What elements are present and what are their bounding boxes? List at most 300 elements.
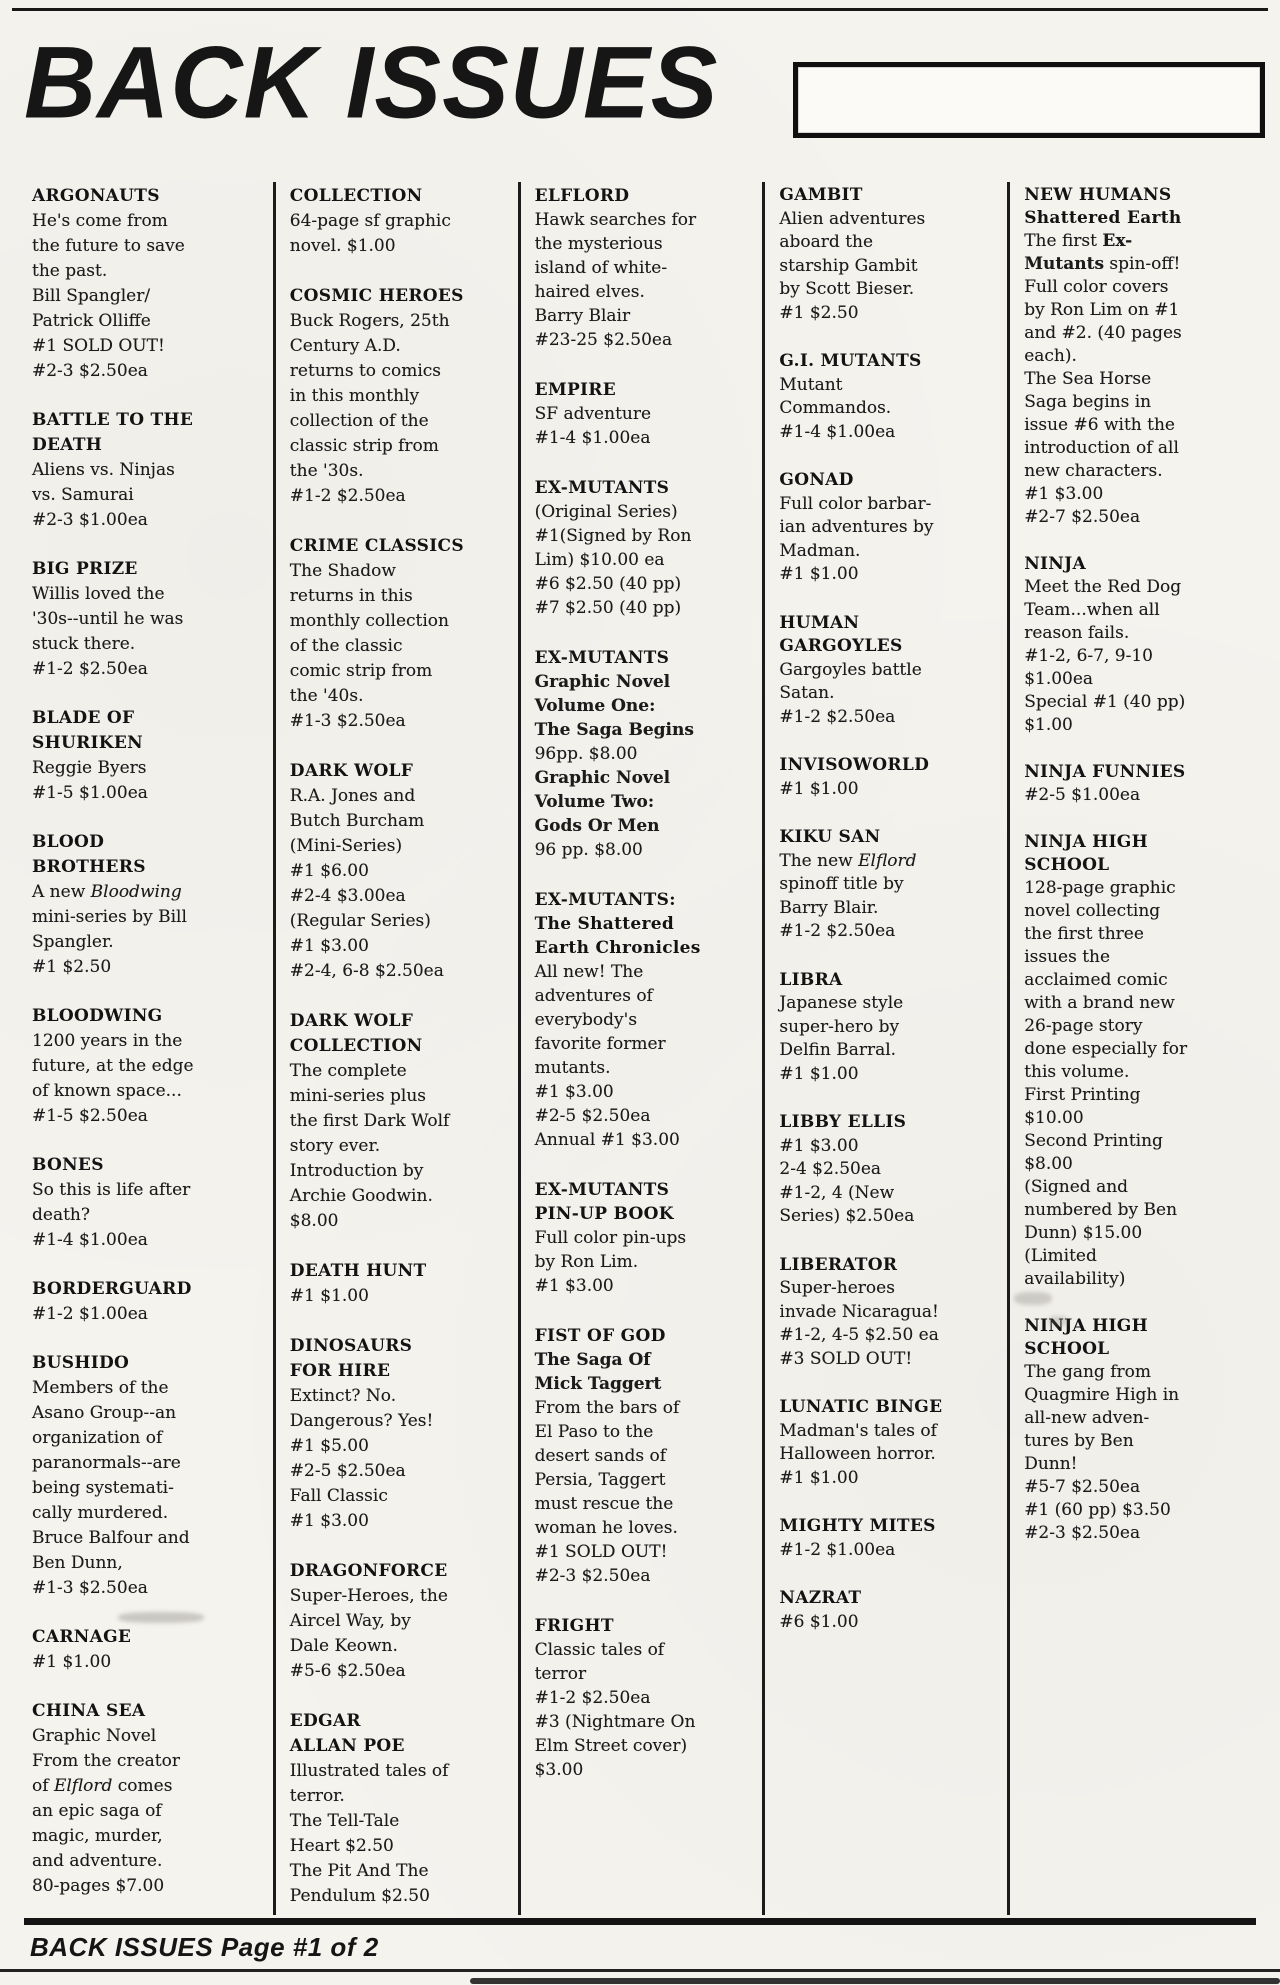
entry-line: Second Printing — [1024, 1131, 1163, 1151]
entry-line: #1-2 $2.50ea — [289, 486, 406, 506]
entry-line: #1-2 $2.50ea — [779, 921, 896, 941]
entry-line: Dangerous? Yes! — [289, 1411, 434, 1431]
entry-line: issue #6 with the — [1024, 415, 1175, 435]
entry-line: $1.00 — [1024, 715, 1073, 735]
entry-line: (Original Series) — [534, 502, 678, 522]
entry-line: Elm Street cover) — [534, 1736, 688, 1756]
entry-title: EDGAR — [289, 1711, 361, 1731]
catalog-entry — [535, 1178, 755, 1298]
entry-line: '30s--until he was — [32, 609, 184, 629]
entry-line: comic strip from — [289, 661, 433, 681]
entry-line: Century A.D. — [289, 336, 401, 356]
entry-title: EMPIRE — [534, 380, 616, 400]
entry-line: 26-page story — [1024, 1016, 1143, 1036]
entry-line: novel. $1.00 — [289, 236, 396, 256]
entry-line: #3 SOLD OUT! — [779, 1348, 913, 1369]
entry-title: GONAD — [779, 470, 854, 490]
catalog-entry — [779, 184, 999, 325]
entry-line: Quagmire High in — [1024, 1385, 1180, 1405]
entry-line: #1-4 $1.00ea — [32, 1230, 148, 1250]
entry-line: 96pp. $8.00 — [534, 744, 638, 764]
entry-line: #1 $3.00 — [534, 1276, 614, 1296]
entry-title: KIKU SAN — [779, 827, 881, 847]
entry-line: Butch Burcham — [289, 811, 425, 831]
entry-line: Gods Or Men — [534, 816, 660, 836]
entry-line: Gargoyles battle — [779, 659, 922, 680]
catalog-entry — [32, 184, 265, 384]
listing-column-2 — [273, 182, 518, 1915]
entry-title: DINOSAURS — [289, 1336, 413, 1356]
entry-line: #1-2 $2.50ea — [779, 706, 896, 727]
entry-title: SHURIKEN — [32, 733, 143, 753]
entry-line: $1.00ea — [1024, 669, 1094, 689]
entry-title: DARK WOLF — [289, 1011, 414, 1031]
scan-smudge — [118, 1612, 204, 1623]
entry-line: #2-4, 6-8 $2.50ea — [289, 961, 444, 981]
catalog-entry — [779, 1111, 999, 1229]
entry-title: BATTLE TO THE — [32, 410, 194, 430]
listing-column-5 — [1007, 182, 1252, 1915]
entry-line: From the bars of — [534, 1398, 680, 1418]
entry-line: #1 (60 pp) $3.50 — [1024, 1500, 1171, 1520]
entry-line: #1-2, 4-5 $2.50 ea — [779, 1325, 939, 1345]
entry-title: LIBERATOR — [779, 1254, 898, 1275]
entry-title: NEW HUMANS — [1024, 185, 1172, 205]
catalog-entry — [1024, 553, 1244, 737]
entry-line: starship Gambit — [779, 255, 918, 276]
entry-line: mini-series plus — [289, 1086, 427, 1106]
entry-line: #1-2 $1.00ea — [779, 1539, 896, 1560]
entry-line: #2-3 $1.00ea — [32, 510, 148, 530]
catalog-entry — [779, 612, 999, 730]
entry-title: CRIME CLASSICS — [289, 536, 464, 556]
entry-line: #1 $3.00 — [289, 936, 369, 956]
entry-line: #5-6 $2.50ea — [289, 1661, 406, 1681]
entry-line: favorite former — [534, 1034, 666, 1054]
entry-line: #1 SOLD OUT! — [32, 336, 165, 356]
entry-line: this volume. — [1024, 1062, 1130, 1082]
entry-title: MIGHTY MITES — [779, 1516, 936, 1536]
entry-line: #1 $3.00 — [289, 1511, 369, 1531]
entry-line: Special #1 (40 pp) — [1024, 692, 1186, 712]
entry-line: the future to save — [32, 236, 185, 256]
entry-line: #1 $3.00 — [779, 1135, 859, 1156]
entry-line: Asano Group--an — [32, 1403, 177, 1423]
catalog-entry — [779, 969, 999, 1087]
entry-line: #2-3 $2.50ea — [534, 1566, 651, 1586]
catalog-entry — [779, 469, 999, 587]
entry-line: Super-heroes — [779, 1278, 895, 1298]
entry-line: He's come from — [32, 211, 168, 231]
entry-line: Heart $2.50 — [289, 1836, 394, 1856]
entry-line: cally murdered. — [32, 1503, 169, 1523]
entry-line: #5-7 $2.50ea — [1024, 1477, 1141, 1497]
entry-title: FIST OF GOD — [534, 1326, 666, 1346]
entry-line: of the classic — [289, 636, 403, 656]
entry-title: HUMAN — [779, 612, 860, 633]
entry-line: future, at the edge — [32, 1056, 194, 1076]
entry-line: all-new adven- — [1024, 1408, 1150, 1428]
entry-line: Team...when all — [1024, 600, 1160, 620]
entry-line: SF adventure — [534, 404, 652, 424]
entry-line: Extinct? No. — [289, 1386, 397, 1406]
entry-line: with a brand new — [1024, 993, 1175, 1013]
entry-line: Barry Blair — [534, 306, 631, 326]
entry-line: by Ron Lim on #1 — [1024, 300, 1180, 320]
entry-line: vs. Samurai — [32, 485, 134, 505]
entry-title: ALLAN POE — [289, 1736, 405, 1756]
entry-line: mini-series by Bill — [32, 907, 187, 927]
entry-line: The gang from — [1024, 1362, 1151, 1382]
entry-line: #1-2 $1.00ea — [32, 1304, 148, 1324]
entry-line: Dunn) $15.00 — [1024, 1223, 1143, 1243]
entry-line: invade Nicaragua! — [779, 1301, 939, 1322]
entry-line: Reggie Byers — [32, 758, 147, 778]
entry-title: EX-MUTANTS: — [534, 890, 676, 910]
entry-line: So this is life after — [32, 1180, 191, 1200]
entry-title: EX-MUTANTS — [534, 648, 670, 668]
entry-line: mutants. — [534, 1058, 611, 1078]
entry-title: FOR HIRE — [289, 1361, 391, 1381]
entry-line: The complete — [289, 1061, 407, 1081]
listing-column-4 — [762, 182, 1007, 1915]
catalog-entry — [1024, 761, 1244, 807]
entry-line: #1-5 $1.00ea — [32, 783, 148, 803]
entry-line: #1-4 $1.00ea — [779, 421, 896, 442]
entry-line: The first Ex- — [1024, 231, 1133, 251]
entry-line: Illustrated tales of — [289, 1761, 449, 1781]
entry-line: (Regular Series) — [289, 911, 431, 931]
entry-line: Patrick Olliffe — [32, 311, 151, 331]
entry-title: SCHOOL — [1024, 855, 1110, 875]
entry-line: adventures of — [534, 986, 653, 1006]
entry-line: island of white- — [534, 258, 668, 278]
catalog-entry — [1024, 184, 1244, 529]
entry-title: CARNAGE — [32, 1627, 132, 1647]
entry-title: EX-MUTANTS — [534, 1180, 670, 1200]
entry-line: El Paso to the — [534, 1422, 654, 1442]
entry-line: introduction of all — [1024, 438, 1179, 458]
page-top-rule — [12, 8, 1268, 11]
entry-line: Spangler. — [32, 932, 114, 952]
entry-line: the '40s. — [289, 686, 364, 706]
entry-line: Volume One: — [534, 696, 656, 716]
entry-title: BROTHERS — [32, 857, 146, 877]
entry-line: acclaimed comic — [1024, 970, 1168, 990]
entry-title: NINJA FUNNIES — [1024, 762, 1186, 782]
catalog-entry — [779, 1396, 999, 1490]
entry-line: #1-2 $2.50ea — [32, 659, 148, 679]
entry-title: DEATH HUNT — [289, 1261, 427, 1281]
listing-column-1 — [28, 182, 273, 1915]
entry-line: Buck Rogers, 25th — [289, 311, 450, 331]
entry-title: BLOOD — [32, 832, 105, 852]
entry-line: Alien adventures — [779, 208, 926, 229]
entry-line: collection of the — [289, 411, 429, 431]
entry-line: #2-5 $2.50ea — [534, 1106, 651, 1126]
entry-title: EX-MUTANTS — [534, 478, 670, 498]
entry-line: Members of the — [32, 1378, 169, 1398]
entry-line: Graphic Novel — [534, 768, 671, 788]
entry-line: issues the — [1024, 947, 1111, 967]
entry-line: R.A. Jones and — [289, 786, 416, 806]
catalog-entry — [535, 1324, 755, 1588]
entry-title: COSMIC HEROES — [289, 286, 464, 306]
entry-line: reason fails. — [1024, 623, 1130, 643]
entry-line: From the creator — [32, 1751, 180, 1771]
entry-title: NINJA — [1024, 554, 1086, 574]
entry-line: #1 SOLD OUT! — [534, 1542, 668, 1562]
entry-line: desert sands of — [534, 1446, 667, 1466]
catalog-entry — [535, 646, 755, 862]
entry-line: Dale Keown. — [289, 1636, 398, 1656]
entry-line: All new! The — [534, 962, 644, 982]
catalog-entry — [779, 1254, 999, 1372]
entry-line: #2-3 $2.50ea — [1024, 1523, 1141, 1543]
entry-line: Ben Dunn, — [32, 1553, 123, 1573]
entry-line: in this monthly — [289, 386, 420, 406]
entry-line: by Ron Lim. — [534, 1252, 639, 1272]
entry-line: #1 $3.00 — [1024, 484, 1104, 504]
catalog-entry — [779, 754, 999, 801]
entry-line: The Shadow — [289, 561, 396, 581]
entry-line: #1-3 $2.50ea — [289, 711, 406, 731]
catalog-entry — [290, 1009, 510, 1234]
catalog-entry — [32, 557, 265, 682]
entry-line: $3.00 — [534, 1760, 584, 1780]
entry-line: the '30s. — [289, 461, 364, 481]
entry-line: and adventure. — [32, 1851, 163, 1871]
entry-title: SCHOOL — [1024, 1339, 1110, 1359]
entry-line: returns to comics — [289, 361, 441, 381]
page-title: BACK ISSUES — [24, 25, 719, 141]
catalog-entry — [535, 1614, 755, 1782]
entry-line: Classic tales of — [534, 1640, 665, 1660]
entry-line: (Signed and — [1024, 1177, 1129, 1197]
catalog-entry — [290, 534, 510, 734]
entry-title: The Shattered — [534, 914, 675, 934]
entry-line: First Printing — [1024, 1085, 1141, 1105]
entry-line: Annual #1 $3.00 — [534, 1130, 680, 1150]
entry-line: Archie Goodwin. — [289, 1186, 433, 1206]
entry-title: BONES — [32, 1155, 104, 1175]
entry-line: Full color barbar- — [779, 493, 932, 514]
catalog-entry — [779, 1587, 999, 1634]
entry-line: #1-2, 6-7, 9-10 — [1024, 646, 1153, 666]
entry-title: FRIGHT — [534, 1616, 614, 1636]
catalog-entry — [290, 759, 510, 984]
entry-line: #1 $1.00 — [779, 1063, 859, 1084]
entry-line: story ever. — [289, 1136, 381, 1156]
entry-line: Satan. — [779, 683, 835, 703]
entry-line: aboard the — [779, 232, 874, 252]
entry-line: each). — [1024, 346, 1077, 366]
entry-line: 96 pp. $8.00 — [534, 840, 643, 860]
footer-rule — [24, 1918, 1256, 1925]
entry-line: and #2. (40 pages — [1024, 323, 1182, 343]
entry-line: Bill Spangler/ — [32, 286, 151, 306]
entry-line: The Saga Of — [534, 1350, 651, 1370]
entry-title: PIN-UP BOOK — [534, 1204, 674, 1224]
entry-line: #1 $1.00 — [779, 1467, 859, 1488]
listing-columns — [28, 182, 1252, 1915]
bottom-rule — [0, 1969, 1280, 1972]
entry-line: #2-7 $2.50ea — [1024, 507, 1141, 527]
entry-title: NAZRAT — [779, 1588, 862, 1608]
entry-line: $8.00 — [1024, 1154, 1073, 1174]
entry-line: Saga begins in — [1024, 392, 1152, 412]
entry-line: Mutants spin-off! — [1024, 254, 1181, 274]
catalog-entry — [779, 350, 999, 444]
entry-line: 2-4 $2.50ea — [779, 1159, 882, 1179]
entry-line: Aircel Way, by — [289, 1611, 411, 1631]
entry-title: BLOODWING — [32, 1006, 163, 1026]
entry-line: death? — [32, 1205, 90, 1225]
entry-line: #1-3 $2.50ea — [32, 1578, 148, 1598]
entry-line: #1(Signed by Ron — [534, 526, 692, 546]
entry-line: organization of — [32, 1428, 163, 1448]
entry-line: #1-4 $1.00ea — [534, 428, 651, 448]
entry-line: #1-5 $2.50ea — [32, 1106, 148, 1126]
entry-line: 64-page sf graphic — [289, 211, 451, 231]
catalog-entry — [535, 476, 755, 620]
entry-line: the first three — [1024, 924, 1144, 944]
entry-line: #1 $1.00 — [32, 1652, 112, 1672]
catalog-entry — [32, 1351, 265, 1601]
entry-line: (Limited — [1024, 1246, 1097, 1266]
entry-title: NINJA HIGH — [1024, 1316, 1148, 1336]
catalog-entry — [535, 184, 755, 352]
entry-line: Mick Taggert — [534, 1374, 662, 1394]
entry-line: returns in this — [289, 586, 413, 606]
entry-line: #6 $2.50 (40 pp) — [534, 574, 682, 594]
entry-line: an epic saga of — [32, 1801, 162, 1821]
entry-line: A new Bloodwing — [32, 882, 182, 902]
entry-line: Japanese style — [779, 993, 904, 1013]
scan-edge-artifact — [470, 1978, 1280, 1984]
entry-line: woman he loves. — [534, 1518, 678, 1538]
entry-line: the first Dark Wolf — [289, 1111, 450, 1131]
entry-line: terror. — [289, 1786, 345, 1806]
entry-line: Willis loved the — [32, 584, 165, 604]
entry-line: Commandos. — [779, 398, 892, 418]
entry-line: haired elves. — [534, 282, 645, 302]
catalog-entry — [290, 184, 510, 259]
entry-title: GAMBIT — [779, 185, 863, 205]
catalog-entry — [535, 888, 755, 1152]
entry-line: Meet the Red Dog — [1024, 577, 1182, 597]
entry-line: (Mini-Series) — [289, 836, 403, 856]
catalog-entry — [290, 1334, 510, 1534]
entry-line: Barry Blair. — [779, 897, 879, 918]
entry-line: Volume Two: — [534, 792, 655, 812]
entry-line: Full color covers — [1024, 277, 1169, 297]
catalog-entry — [290, 284, 510, 509]
entry-line: #1 $3.00 — [534, 1082, 614, 1102]
entry-title: Earth Chronicles — [534, 938, 701, 958]
entry-line: super-hero by — [779, 1016, 900, 1037]
entry-line: #1-2 $2.50ea — [534, 1688, 651, 1708]
catalog-entry — [290, 1559, 510, 1684]
catalog-entry — [779, 826, 999, 944]
listing-column-3 — [518, 182, 763, 1915]
entry-line: Series) $2.50ea — [779, 1206, 915, 1226]
entry-line: Delfin Barral. — [779, 1040, 897, 1060]
entry-line: $10.00 — [1024, 1108, 1084, 1128]
catalog-entry — [32, 830, 265, 980]
entry-line: #1 $2.50 — [32, 957, 112, 977]
catalog-entry — [779, 1515, 999, 1562]
entry-line: The Tell-Tale — [289, 1811, 400, 1831]
entry-line: #6 $1.00 — [779, 1611, 859, 1632]
entry-title: ARGONAUTS — [32, 186, 160, 206]
entry-title: BLADE OF — [32, 708, 135, 728]
entry-line: 1200 years in the — [32, 1031, 183, 1051]
entry-line: the mysterious — [534, 234, 663, 254]
entry-line: stuck there. — [32, 634, 136, 654]
entry-line: #1-2, 4 (New — [779, 1182, 895, 1203]
entry-line: novel collecting — [1024, 901, 1161, 921]
entry-line: $8.00 — [289, 1211, 339, 1231]
catalog-entry — [290, 1259, 510, 1309]
scan-smudge — [1014, 1292, 1052, 1305]
entry-line: spinoff title by — [779, 874, 904, 894]
entry-line: 128-page graphic — [1024, 878, 1176, 898]
entry-line: Introduction by — [289, 1161, 424, 1181]
entry-line: done especially for — [1024, 1039, 1188, 1059]
order-box[interactable] — [793, 62, 1265, 138]
entry-line: magic, murder, — [32, 1826, 163, 1846]
entry-title: CHINA SEA — [32, 1701, 146, 1721]
entry-line: tures by Ben — [1024, 1431, 1134, 1451]
entry-line: Madman's tales of — [779, 1420, 937, 1441]
entry-title: G.I. MUTANTS — [779, 351, 922, 371]
entry-title: ELFLORD — [534, 186, 630, 206]
catalog-entry — [32, 1625, 265, 1675]
entry-title: GARGOYLES — [779, 636, 903, 656]
entry-line: everybody's — [534, 1010, 638, 1030]
entry-line: The Saga Begins — [534, 720, 694, 740]
catalog-entry — [32, 706, 265, 806]
entry-line: #7 $2.50 (40 pp) — [534, 598, 682, 618]
entry-line: new characters. — [1024, 461, 1163, 481]
entry-title: COLLECTION — [289, 1036, 423, 1056]
entry-title: LUNATIC BINGE — [779, 1397, 943, 1417]
entry-line: Aliens vs. Ninjas — [32, 460, 175, 480]
catalog-entry — [32, 1004, 265, 1129]
entry-line: classic strip from — [289, 436, 439, 456]
entry-line: #1 $2.50 — [779, 302, 859, 323]
entry-line: #1 $1.00 — [779, 778, 859, 799]
entry-title: BIG PRIZE — [32, 559, 138, 579]
entry-title: BUSHIDO — [32, 1353, 130, 1373]
catalog-entry — [1024, 1315, 1244, 1545]
entry-title: DARK WOLF — [289, 761, 414, 781]
entry-title: LIBRA — [779, 969, 843, 990]
catalog-entry — [32, 1277, 265, 1327]
entry-line: #1 $5.00 — [289, 1436, 369, 1456]
entry-line: Super-Heroes, the — [289, 1586, 448, 1606]
catalog-entry — [32, 1699, 265, 1899]
entry-title: BORDERGUARD — [32, 1279, 192, 1299]
entry-line: Fall Classic — [289, 1486, 388, 1506]
entry-line: 80-pages $7.00 — [32, 1876, 165, 1896]
entry-line: monthly collection — [289, 611, 449, 631]
entry-line: of Elflord comes — [32, 1776, 173, 1796]
entry-line: being systemati- — [32, 1478, 174, 1498]
entry-line: availability) — [1024, 1269, 1126, 1289]
entry-line: #2-3 $2.50ea — [32, 361, 148, 381]
